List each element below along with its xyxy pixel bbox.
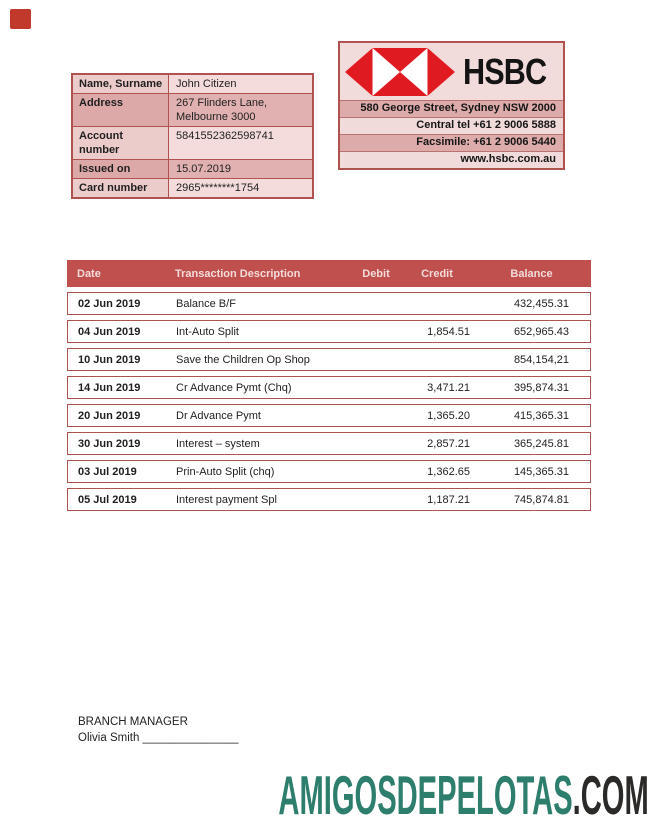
issued-on-row	[73, 159, 312, 178]
name-label: Name, Surname	[73, 75, 169, 93]
txn-credit: 1,854.51	[427, 325, 470, 338]
bank-logo-box	[338, 41, 565, 170]
col-header-description: Transaction Description	[175, 267, 301, 280]
txn-date: 10 Jun 2019	[78, 353, 141, 366]
txn-description: Dr Advance Pymt	[176, 409, 261, 422]
card-number-label: Card number	[73, 179, 169, 197]
hsbc-hexagon-icon	[345, 48, 455, 96]
watermark	[278, 764, 649, 826]
txn-credit: 1,365.20	[427, 409, 470, 422]
txn-date: 20 Jun 2019	[78, 409, 141, 422]
issued-on-label: Issued on	[73, 160, 169, 178]
signature-block	[78, 714, 238, 746]
bank-name: HSBC	[463, 50, 547, 92]
col-header-credit: Credit	[421, 267, 453, 280]
txn-date: 05 Jul 2019	[78, 493, 137, 506]
account-number-value: 5841552362598741	[169, 127, 312, 159]
customer-info-table	[71, 73, 314, 199]
txn-date: 30 Jun 2019	[78, 437, 141, 450]
txn-credit: 1,187.21	[427, 493, 470, 506]
card-number-row	[73, 178, 312, 197]
transactions-table	[67, 260, 591, 511]
txn-credit: 1,362.65	[427, 465, 470, 478]
signature-title: BRANCH MANAGER	[78, 716, 188, 728]
txn-credit: 2,857.21	[427, 437, 470, 450]
name-value: John Citizen	[169, 75, 312, 93]
txn-description: Cr Advance Pymt (Chq)	[176, 381, 292, 394]
transactions-header	[67, 260, 591, 287]
txn-date: 03 Jul 2019	[78, 465, 137, 478]
txn-balance: 745,874.81	[513, 493, 569, 506]
txn-balance: 395,874.31	[513, 381, 569, 394]
address-line-1: 267 Flinders Lane,	[176, 97, 268, 109]
txn-balance: 145,365.31	[513, 465, 569, 478]
txn-credit: 3,471.21	[427, 381, 470, 394]
txn-description: Int-Auto Split	[176, 325, 239, 338]
address-value	[169, 94, 312, 126]
bank-website: www.hsbc.com.au	[340, 151, 563, 168]
transaction-row	[67, 320, 591, 343]
txn-balance: 652,965.43	[513, 325, 569, 338]
bank-phone: Central tel +61 2 9006 5888	[340, 117, 563, 134]
txn-balance: 854,154,21	[513, 353, 569, 366]
card-number-value: 2965********1754	[169, 179, 312, 197]
transaction-row	[67, 404, 591, 427]
transaction-row	[67, 488, 591, 511]
txn-description: Prin-Auto Split (chq)	[176, 465, 275, 478]
customer-address-row	[73, 93, 312, 126]
txn-description: Interest – system	[176, 437, 260, 450]
transaction-row	[67, 432, 591, 455]
txn-balance: 415,365.31	[513, 409, 569, 422]
customer-account-row	[73, 126, 312, 159]
address-label: Address	[73, 94, 169, 126]
transaction-row	[67, 348, 591, 371]
watermark-main-text: AMIGOSDEPELOTAS	[278, 764, 573, 826]
transaction-row	[67, 376, 591, 399]
customer-name-row	[73, 75, 312, 93]
address-line-2: Melbourne 3000	[176, 111, 256, 123]
txn-date: 04 Jun 2019	[78, 325, 141, 338]
watermark-suffix-text: .COM	[572, 764, 649, 826]
col-header-date: Date	[77, 267, 101, 280]
transaction-row	[67, 460, 591, 483]
bank-address: 580 George Street, Sydney NSW 2000	[340, 100, 563, 117]
bank-logo-row	[340, 43, 563, 100]
signature-name-line: Olivia Smith _______________	[78, 732, 239, 744]
red-square-marker	[10, 9, 31, 29]
txn-description: Balance B/F	[176, 297, 236, 310]
col-header-balance: Balance	[510, 267, 553, 280]
txn-description: Interest payment Spl	[176, 493, 277, 506]
transaction-row	[67, 292, 591, 315]
account-number-label: Account number	[73, 127, 169, 159]
txn-balance: 432,455.31	[513, 297, 569, 310]
txn-date: 02 Jun 2019	[78, 297, 141, 310]
txn-description: Save the Children Op Shop	[176, 353, 310, 366]
col-header-debit: Debit	[362, 267, 390, 280]
txn-date: 14 Jun 2019	[78, 381, 141, 394]
bank-fax: Facsimile: +61 2 9006 5440	[340, 134, 563, 151]
txn-balance: 365,245.81	[513, 437, 569, 450]
issued-on-value: 15.07.2019	[169, 160, 312, 178]
